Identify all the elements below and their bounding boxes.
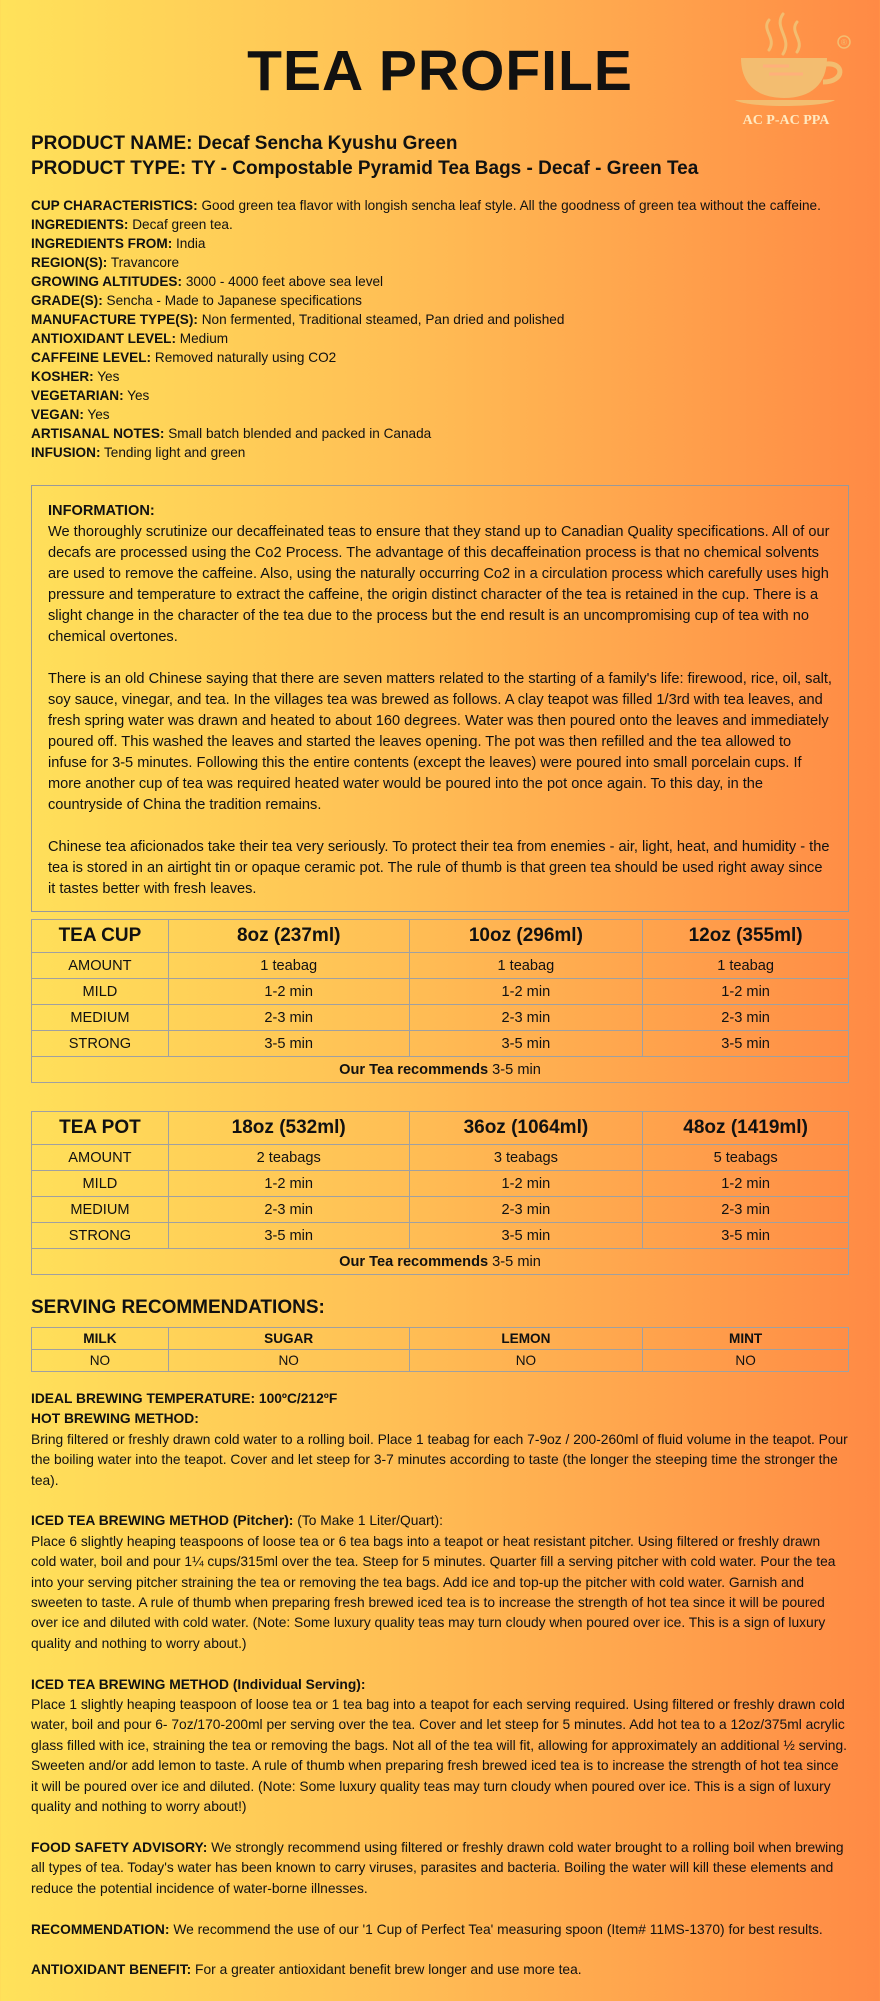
iced-individual-text: Place 1 slightly heaping teaspoon of loose tea or 1 tea bag into a teapot for each serving required. Using filtered or freshly drawn cold water, boil and pour 6- 7oz/170-200ml per serving over the tea. Cover and let steep for 5 minutes. Add hot tea to a 12oz/375ml acrylic glass filled with ice, straining the tea or removing the bags. Not all of the tea will fit, allowing for approximately an additional ½ serving. Sweeten and/or add lemon to taste. A rule of thumb when preparing fresh brewed iced tea is to increase the strength of hot tea since it will be poured over ice and diluted. (Note: Some luxury quality teas may turn cloudy when poured over ice. This is a sign of luxury quality and nothing to worry about!)	[31, 1697, 847, 1815]
table-header-cell: TEA CUP	[32, 920, 169, 953]
table-cell: 3-5 min	[168, 1031, 409, 1057]
table-cell: 2-3 min	[643, 1005, 849, 1031]
page-title: TEA PROFILE	[247, 39, 633, 103]
serving-heading: SERVING RECOMMENDATIONS:	[31, 1297, 325, 1318]
table-cell: NO	[409, 1350, 643, 1372]
table-header-cell: SUGAR	[168, 1328, 409, 1350]
table-row	[32, 979, 849, 1005]
table-header-cell: 18oz (532ml)	[168, 1112, 409, 1145]
information-paragraph: There is an old Chinese saying that there are seven matters related to the starting of a family's life: firewood, rice, oil, salt, soy sauce, vinegar, and tea. In the villages tea was brewed as follows. A clay teapot was filled 1/3rd with tea leaves, and fresh spring water was drawn and heated to about 160 degrees. Water was then poured onto the leaves and immediately poured off. This washed the leaves and started the leaves opening. The pot was then refilled and the tea allowed to infuse for 3-5 minutes. Following this the entire contents (except the leaves) were poured into small porcelain cups. If more another cup of tea was required heated water would be poured into the pot once again. To this day, in the countryside of China the tradition remains.	[48, 671, 832, 813]
characteristic-row: VEGAN: Yes	[31, 407, 110, 422]
iced-pitcher-text: Place 6 slightly heaping teaspoons of loose tea or 6 tea bags into a teapot or heat resistant pitcher. Using filtered or freshly drawn cold water, boil and pour 1¼ cups/315ml over the tea. Steep for 5 minutes. Quarter fill a serving pitcher with cold water. Pour the tea into your serving pitcher straining the tea or removing the tea bags. Add ice and top-up the pitcher with cold water. Garnish and sweeten to taste. A rule of thumb when preparing fresh brewed iced tea is to increase the strength of hot tea since it will be poured over ice and diluted with cold water. (Note: Some luxury quality teas may turn cloudy when poured over ice. This is a sign of luxury quality and nothing to worry about.)	[31, 1533, 836, 1651]
characteristic-row: GROWING ALTITUDES: 3000 - 4000 feet above sea level	[31, 274, 384, 289]
characteristic-row: ANTIOXIDANT LEVEL: Medium	[31, 331, 229, 346]
table-row	[32, 1197, 849, 1223]
product-type-value: TY - Compostable Pyramid Tea Bags - Decaf - Green Tea	[191, 158, 699, 179]
table-cell: NO	[32, 1350, 169, 1372]
table-cell: STRONG	[32, 1031, 169, 1057]
table-cell: 2-3 min	[409, 1197, 643, 1223]
logo-text: AC P-AC PPA	[742, 113, 830, 128]
recommendation-row	[32, 1249, 849, 1275]
table-cell: 3-5 min	[409, 1031, 643, 1057]
iced-pitcher-heading: ICED TEA BREWING METHOD (Pitcher): (To Make 1 Liter/Quart):	[31, 1513, 443, 1529]
characteristic-row: INGREDIENTS: Decaf green tea.	[31, 217, 233, 232]
brewing-methods	[31, 1389, 849, 2001]
tea-pot-table	[31, 1111, 849, 1275]
information-paragraph: We thoroughly scrutinize our decaffeinated teas to ensure that they stand up to Canadian Quality specifications. All of our decafs are processed using the Co2 Process. The advantage of this decaffeination process is that no chemical solvents are used to remove the caffeine. Also, using the naturally occurring Co2 in a circulation process which carefully uses high pressure and temperature to extract the caffeine, the origin distinct character of the tea is retained in the cup. There is a slight change in the character of the tea due to the process but the end result is an uncompromising cup of tea with no chemical overtones.	[48, 524, 830, 645]
characteristic-row: CAFFEINE LEVEL: Removed naturally using CO2	[31, 350, 337, 365]
table-cell: 1-2 min	[168, 1171, 409, 1197]
table-cell: 2-3 min	[168, 1005, 409, 1031]
information-paragraph: Chinese tea aficionados take their tea very seriously. To protect their tea from enemies - air, light, heat, and humidity - the tea is stored in an airtight tin or opaque ceramic pot. The rule of thumb is that green tea should be used right away since it tastes better with fresh leaves.	[48, 839, 830, 897]
table-cell: 2-3 min	[643, 1197, 849, 1223]
table-cell: 3-5 min	[643, 1031, 849, 1057]
table-cell: 3-5 min	[409, 1223, 643, 1249]
characteristic-row: INGREDIENTS FROM: India	[31, 236, 206, 251]
recommendation-cell: Our Tea recommends 3-5 min	[32, 1249, 849, 1275]
table-cell: STRONG	[32, 1223, 169, 1249]
table-row	[32, 1223, 849, 1249]
table-header-cell: 36oz (1064ml)	[409, 1112, 643, 1145]
table-row	[32, 1350, 849, 1372]
recommendation-cell: Our Tea recommends 3-5 min	[32, 1057, 849, 1083]
table-header-cell: 12oz (355ml)	[643, 920, 849, 953]
product-name-value: Decaf Sencha Kyushu Green	[197, 133, 458, 154]
table-cell: 1 teabag	[643, 953, 849, 979]
registered-mark: ®	[841, 38, 847, 47]
product-name-label: PRODUCT NAME:	[31, 133, 193, 154]
table-cell: 1 teabag	[409, 953, 643, 979]
table-cell: 5 teabags	[643, 1145, 849, 1171]
tea-cup-table	[31, 919, 849, 1083]
serving-table	[31, 1327, 849, 1372]
table-cell: MEDIUM	[32, 1197, 169, 1223]
characteristic-row: INFUSION: Tending light and green	[31, 445, 246, 460]
table-cell: 1-2 min	[409, 1171, 643, 1197]
table-cell: 3-5 min	[168, 1223, 409, 1249]
table-header-cell: 48oz (1419ml)	[643, 1112, 849, 1145]
table-cell: 3 teabags	[409, 1145, 643, 1171]
recommendation-row	[32, 1057, 849, 1083]
table-row	[32, 1031, 849, 1057]
table-header-cell: MINT	[643, 1328, 849, 1350]
product-name	[31, 133, 458, 155]
product-type	[31, 158, 698, 180]
food-safety-advisory: FOOD SAFETY ADVISORY: We strongly recommend using filtered or freshly drawn cold water brought to a rolling boil when brewing all types of tea. Today's water has been known to carry viruses, parasites and bacteria. Boiling the water will kill these elements and reduce the potential incidence of water-borne illnesses.	[31, 1839, 844, 1896]
characteristic-row: CUP CHARACTERISTICS: Good green tea flavor with longish sencha leaf style. All the goodness of green tea without the caffeine.	[31, 198, 821, 213]
table-row	[32, 1145, 849, 1171]
table-header-row	[32, 920, 849, 953]
table-row	[32, 1005, 849, 1031]
table-header-row	[32, 1328, 849, 1350]
table-cell: AMOUNT	[32, 1145, 169, 1171]
table-cell: MILD	[32, 979, 169, 1005]
recommendation: RECOMMENDATION: We recommend the use of our '1 Cup of Perfect Tea' measuring spoon (Item# 11MS-1370) for best results.	[31, 1921, 823, 1937]
characteristic-row: REGION(S): Travancore	[31, 255, 180, 270]
table-cell: 1-2 min	[643, 979, 849, 1005]
table-cell: NO	[168, 1350, 409, 1372]
antioxidant-benefit: ANTIOXIDANT BENEFIT: For a greater antioxidant benefit brew longer and use more tea.	[31, 1962, 582, 1978]
table-header-cell: 10oz (296ml)	[409, 920, 643, 953]
characteristic-row: KOSHER: Yes	[31, 369, 120, 384]
table-header-cell: LEMON	[409, 1328, 643, 1350]
table-cell: MEDIUM	[32, 1005, 169, 1031]
table-row	[32, 953, 849, 979]
table-cell: 1 teabag	[168, 953, 409, 979]
table-header-row	[32, 1112, 849, 1145]
information-box	[31, 485, 849, 912]
table-header-cell: 8oz (237ml)	[168, 920, 409, 953]
table-row	[32, 1171, 849, 1197]
characteristic-row: GRADE(S): Sencha - Made to Japanese specifications	[31, 293, 362, 308]
cup-characteristics-list	[31, 196, 849, 462]
table-cell: 2-3 min	[168, 1197, 409, 1223]
characteristic-row: VEGETARIAN: Yes	[31, 388, 150, 403]
table-cell: AMOUNT	[32, 953, 169, 979]
iced-individual-heading: ICED TEA BREWING METHOD (Individual Serving):	[31, 1676, 366, 1692]
product-type-label: PRODUCT TYPE:	[31, 158, 187, 179]
table-cell: 1-2 min	[409, 979, 643, 1005]
hot-brewing-text: Bring filtered or freshly drawn cold water to a rolling boil. Place 1 teabag for each 7-9oz / 200-260ml of fluid volume in the teapot. Pour the boiling water into the teapot. Cover and let steep for 3-7 minutes according to taste (the longer the steeping time the stronger the tea).	[31, 1431, 848, 1488]
table-cell: 1-2 min	[643, 1171, 849, 1197]
characteristic-row: MANUFACTURE TYPE(S): Non fermented, Traditional steamed, Pan dried and polished	[31, 312, 565, 327]
hot-brewing-label: HOT BREWING METHOD:	[31, 1411, 199, 1427]
brewing-temperature: IDEAL BREWING TEMPERATURE: 100ºC/212ºF	[31, 1391, 338, 1406]
steaming-teacup-logo	[711, 12, 861, 130]
table-header-cell: MILK	[32, 1328, 169, 1350]
table-cell: 2-3 min	[409, 1005, 643, 1031]
table-cell: 1-2 min	[168, 979, 409, 1005]
table-cell: 3-5 min	[643, 1223, 849, 1249]
information-heading: INFORMATION:	[48, 503, 155, 519]
table-cell: 2 teabags	[168, 1145, 409, 1171]
table-header-cell: TEA POT	[32, 1112, 169, 1145]
characteristic-row: ARTISANAL NOTES: Small batch blended and packed in Canada	[31, 426, 432, 441]
table-cell: NO	[643, 1350, 849, 1372]
table-cell: MILD	[32, 1171, 169, 1197]
